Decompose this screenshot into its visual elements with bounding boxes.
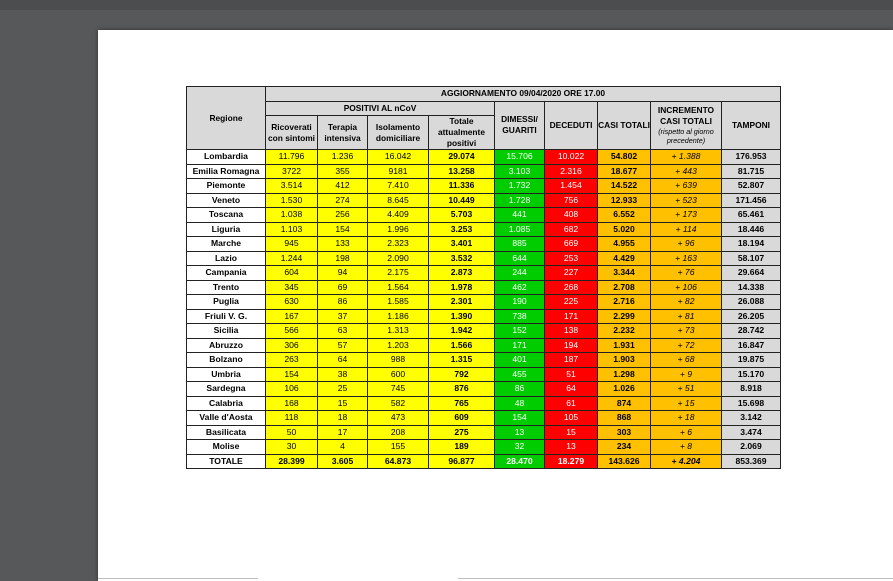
header-positivi: POSITIVI AL nCoV <box>266 101 495 116</box>
cell-region: Sicilia <box>187 324 266 339</box>
cell-tamponi: 853.369 <box>722 454 781 469</box>
header-isolamento: Isolamento domiciliare <box>368 116 429 150</box>
header-incremento <box>651 101 722 150</box>
cell-isolamento: 1.186 <box>368 309 429 324</box>
cell-region: Emilia Romagna <box>187 164 266 179</box>
cell-casi: 2.716 <box>598 295 651 310</box>
cell-deceduti: 253 <box>545 251 598 266</box>
cell-incremento: + 173 <box>651 208 722 223</box>
cell-deceduti: 756 <box>545 193 598 208</box>
cell-dimessi: 1.728 <box>495 193 545 208</box>
cell-tamponi: 8.918 <box>722 382 781 397</box>
cell-isolamento: 1.564 <box>368 280 429 295</box>
cell-incremento: + 18 <box>651 411 722 426</box>
cell-ricoverati: 30 <box>266 440 318 455</box>
cell-ricoverati: 345 <box>266 280 318 295</box>
cell-dimessi: 455 <box>495 367 545 382</box>
table-row <box>187 280 781 295</box>
cell-tamponi: 18.446 <box>722 222 781 237</box>
table-body <box>187 150 781 469</box>
cell-dimessi: 644 <box>495 251 545 266</box>
viewer-toolbar-strip <box>0 0 893 10</box>
cell-totale: 5.703 <box>429 208 495 223</box>
cell-totale: 609 <box>429 411 495 426</box>
cell-terapia: 154 <box>318 222 368 237</box>
cell-ricoverati: 118 <box>266 411 318 426</box>
cell-casi: 4.429 <box>598 251 651 266</box>
cell-incremento: + 82 <box>651 295 722 310</box>
cell-tamponi: 58.107 <box>722 251 781 266</box>
cell-ricoverati: 154 <box>266 367 318 382</box>
cell-incremento: + 1.388 <box>651 150 722 165</box>
cell-tamponi: 15.170 <box>722 367 781 382</box>
cell-terapia: 86 <box>318 295 368 310</box>
cell-incremento: + 4.204 <box>651 454 722 469</box>
cell-totale: 189 <box>429 440 495 455</box>
cell-dimessi: 462 <box>495 280 545 295</box>
cell-isolamento: 4.409 <box>368 208 429 223</box>
header-ricoverati: Ricoverati con sintomi <box>266 116 318 150</box>
cell-isolamento: 155 <box>368 440 429 455</box>
cell-totale: 1.315 <box>429 353 495 368</box>
cell-deceduti: 51 <box>545 367 598 382</box>
cell-incremento: + 443 <box>651 164 722 179</box>
cell-dimessi: 154 <box>495 411 545 426</box>
cell-dimessi: 86 <box>495 382 545 397</box>
cell-region: Liguria <box>187 222 266 237</box>
cell-tamponi: 2.069 <box>722 440 781 455</box>
cell-ricoverati: 1.103 <box>266 222 318 237</box>
cell-terapia: 57 <box>318 338 368 353</box>
table-row <box>187 150 781 165</box>
cell-incremento: + 51 <box>651 382 722 397</box>
cell-region: Toscana <box>187 208 266 223</box>
cell-ricoverati: 1.530 <box>266 193 318 208</box>
cell-tamponi: 52.807 <box>722 179 781 194</box>
cell-casi: 868 <box>598 411 651 426</box>
cell-incremento: + 6 <box>651 425 722 440</box>
cell-deceduti: 138 <box>545 324 598 339</box>
cell-casi: 18.677 <box>598 164 651 179</box>
cell-terapia: 256 <box>318 208 368 223</box>
cell-tamponi: 171.456 <box>722 193 781 208</box>
cell-terapia: 63 <box>318 324 368 339</box>
header-tamponi: TAMPONI <box>722 101 781 150</box>
cell-totale: 11.336 <box>429 179 495 194</box>
cell-dimessi: 171 <box>495 338 545 353</box>
cell-deceduti: 268 <box>545 280 598 295</box>
cell-isolamento: 64.873 <box>368 454 429 469</box>
cell-deceduti: 10.022 <box>545 150 598 165</box>
cell-dimessi: 15.706 <box>495 150 545 165</box>
cell-incremento: + 9 <box>651 367 722 382</box>
cell-tamponi: 28.742 <box>722 324 781 339</box>
cell-region: Bolzano <box>187 353 266 368</box>
cell-ricoverati: 168 <box>266 396 318 411</box>
cell-dimessi: 401 <box>495 353 545 368</box>
cell-terapia: 37 <box>318 309 368 324</box>
cell-ricoverati: 28.399 <box>266 454 318 469</box>
cell-totale: 792 <box>429 367 495 382</box>
cell-region: Friuli V. G. <box>187 309 266 324</box>
cell-dimessi: 738 <box>495 309 545 324</box>
cell-casi: 2.232 <box>598 324 651 339</box>
header-region: Regione <box>187 87 266 150</box>
cell-terapia: 64 <box>318 353 368 368</box>
cell-dimessi: 48 <box>495 396 545 411</box>
cell-terapia: 18 <box>318 411 368 426</box>
table-row <box>187 396 781 411</box>
cell-region: Trento <box>187 280 266 295</box>
cell-region: Veneto <box>187 193 266 208</box>
document-page[interactable] <box>98 30 893 581</box>
cell-deceduti: 61 <box>545 396 598 411</box>
cell-casi: 303 <box>598 425 651 440</box>
cell-casi: 54.802 <box>598 150 651 165</box>
cell-ricoverati: 263 <box>266 353 318 368</box>
cell-deceduti: 171 <box>545 309 598 324</box>
cell-terapia: 355 <box>318 164 368 179</box>
cell-incremento: + 96 <box>651 237 722 252</box>
cell-tamponi: 19.875 <box>722 353 781 368</box>
cell-tamponi: 3.142 <box>722 411 781 426</box>
cell-tamponi: 3.474 <box>722 425 781 440</box>
table-row <box>187 382 781 397</box>
cell-isolamento: 582 <box>368 396 429 411</box>
cell-dimessi: 13 <box>495 425 545 440</box>
cell-terapia: 17 <box>318 425 368 440</box>
cell-deceduti: 2.316 <box>545 164 598 179</box>
cell-tamponi: 26.088 <box>722 295 781 310</box>
cell-casi: 234 <box>598 440 651 455</box>
cell-isolamento: 9181 <box>368 164 429 179</box>
cell-dimessi: 244 <box>495 266 545 281</box>
cell-deceduti: 64 <box>545 382 598 397</box>
cell-region: Basilicata <box>187 425 266 440</box>
cell-tamponi: 65.461 <box>722 208 781 223</box>
cell-totale: 1.566 <box>429 338 495 353</box>
cell-dimessi: 1.732 <box>495 179 545 194</box>
cell-ricoverati: 11.796 <box>266 150 318 165</box>
table-row <box>187 295 781 310</box>
cell-isolamento: 1.996 <box>368 222 429 237</box>
cell-region: Umbria <box>187 367 266 382</box>
cell-tamponi: 18.194 <box>722 237 781 252</box>
cell-region: Lombardia <box>187 150 266 165</box>
cell-isolamento: 1.313 <box>368 324 429 339</box>
cell-terapia: 198 <box>318 251 368 266</box>
cell-isolamento: 2.090 <box>368 251 429 266</box>
table-row <box>187 164 781 179</box>
header-totale-positivi: Totale attualmente positivi <box>429 116 495 150</box>
cell-totale: 1.390 <box>429 309 495 324</box>
cell-ricoverati: 306 <box>266 338 318 353</box>
cell-incremento: + 76 <box>651 266 722 281</box>
cell-totale: 29.074 <box>429 150 495 165</box>
cell-casi: 3.344 <box>598 266 651 281</box>
cell-incremento: + 106 <box>651 280 722 295</box>
cell-ricoverati: 1.038 <box>266 208 318 223</box>
cell-totale: 3.401 <box>429 237 495 252</box>
cell-isolamento: 7.410 <box>368 179 429 194</box>
cell-isolamento: 2.323 <box>368 237 429 252</box>
cell-incremento: + 81 <box>651 309 722 324</box>
cell-incremento: + 523 <box>651 193 722 208</box>
cell-totale: 96.877 <box>429 454 495 469</box>
cell-totale: 876 <box>429 382 495 397</box>
cell-isolamento: 8.645 <box>368 193 429 208</box>
cell-totale: 13.258 <box>429 164 495 179</box>
cell-deceduti: 194 <box>545 338 598 353</box>
cell-incremento: + 639 <box>651 179 722 194</box>
table-row <box>187 425 781 440</box>
table-row <box>187 266 781 281</box>
header-deceduti: DECEDUTI <box>545 101 598 150</box>
cell-casi: 14.522 <box>598 179 651 194</box>
cell-casi: 1.903 <box>598 353 651 368</box>
cell-ricoverati: 167 <box>266 309 318 324</box>
table-row <box>187 193 781 208</box>
cell-deceduti: 105 <box>545 411 598 426</box>
total-row <box>187 454 781 469</box>
table-row <box>187 222 781 237</box>
cell-totale: 1.978 <box>429 280 495 295</box>
cell-totale: 3.532 <box>429 251 495 266</box>
cell-isolamento: 473 <box>368 411 429 426</box>
covid-data-table <box>186 86 781 469</box>
cell-dimessi: 190 <box>495 295 545 310</box>
table-row <box>187 353 781 368</box>
cell-deceduti: 1.454 <box>545 179 598 194</box>
header-dimessi: DIMESSI/ GUARITI <box>495 101 545 150</box>
cell-terapia: 15 <box>318 396 368 411</box>
table-row <box>187 237 781 252</box>
cell-casi: 143.626 <box>598 454 651 469</box>
cell-terapia: 25 <box>318 382 368 397</box>
cell-region: Molise <box>187 440 266 455</box>
cell-casi: 12.933 <box>598 193 651 208</box>
cell-totale: 2.301 <box>429 295 495 310</box>
cell-ricoverati: 106 <box>266 382 318 397</box>
cell-totale: 10.449 <box>429 193 495 208</box>
cell-incremento: + 15 <box>651 396 722 411</box>
cell-casi: 2.708 <box>598 280 651 295</box>
cell-region: Lazio <box>187 251 266 266</box>
cell-ricoverati: 604 <box>266 266 318 281</box>
cell-totale: 2.873 <box>429 266 495 281</box>
cell-terapia: 4 <box>318 440 368 455</box>
cell-terapia: 274 <box>318 193 368 208</box>
cell-dimessi: 152 <box>495 324 545 339</box>
cell-region: Valle d'Aosta <box>187 411 266 426</box>
cell-tamponi: 29.664 <box>722 266 781 281</box>
cell-terapia: 412 <box>318 179 368 194</box>
cell-isolamento: 745 <box>368 382 429 397</box>
cell-tamponi: 81.715 <box>722 164 781 179</box>
header-incremento-note: (rispetto al giorno precedente) <box>658 127 714 146</box>
header-terapia: Terapia intensiva <box>318 116 368 150</box>
cell-isolamento: 2.175 <box>368 266 429 281</box>
cell-casi: 5.020 <box>598 222 651 237</box>
cell-region: Marche <box>187 237 266 252</box>
cell-isolamento: 600 <box>368 367 429 382</box>
table-row <box>187 411 781 426</box>
cell-deceduti: 13 <box>545 440 598 455</box>
cell-isolamento: 208 <box>368 425 429 440</box>
cell-region: Calabria <box>187 396 266 411</box>
cell-deceduti: 15 <box>545 425 598 440</box>
table-row <box>187 440 781 455</box>
cell-incremento: + 163 <box>651 251 722 266</box>
cell-casi: 4.955 <box>598 237 651 252</box>
header-incremento-label: INCREMENTO CASI TOTALI <box>657 105 715 127</box>
cell-isolamento: 988 <box>368 353 429 368</box>
cell-region: Campania <box>187 266 266 281</box>
cell-isolamento: 1.203 <box>368 338 429 353</box>
cell-isolamento: 16.042 <box>368 150 429 165</box>
cell-deceduti: 225 <box>545 295 598 310</box>
cell-tamponi: 176.953 <box>722 150 781 165</box>
cell-dimessi: 28.470 <box>495 454 545 469</box>
cell-terapia: 3.605 <box>318 454 368 469</box>
cell-tamponi: 14.338 <box>722 280 781 295</box>
table-row <box>187 179 781 194</box>
cell-deceduti: 669 <box>545 237 598 252</box>
page-divider-left <box>98 578 258 579</box>
cell-ricoverati: 1.244 <box>266 251 318 266</box>
cell-totale: 275 <box>429 425 495 440</box>
cell-casi: 1.026 <box>598 382 651 397</box>
cell-incremento: + 114 <box>651 222 722 237</box>
table-row <box>187 338 781 353</box>
cell-terapia: 69 <box>318 280 368 295</box>
table-row <box>187 208 781 223</box>
page-divider-right <box>458 578 893 579</box>
cell-casi: 874 <box>598 396 651 411</box>
header-casi-totali: CASI TOTALI <box>598 101 651 150</box>
cell-casi: 6.552 <box>598 208 651 223</box>
cell-incremento: + 72 <box>651 338 722 353</box>
cell-terapia: 94 <box>318 266 368 281</box>
table-title: AGGIORNAMENTO 09/04/2020 ORE 17.00 <box>266 87 781 102</box>
cell-tamponi: 16.847 <box>722 338 781 353</box>
cell-tamponi: 15.698 <box>722 396 781 411</box>
cell-totale: 765 <box>429 396 495 411</box>
cell-incremento: + 68 <box>651 353 722 368</box>
cell-dimessi: 441 <box>495 208 545 223</box>
cell-region: Piemonte <box>187 179 266 194</box>
cell-deceduti: 227 <box>545 266 598 281</box>
cell-deceduti: 187 <box>545 353 598 368</box>
cell-totale: 1.942 <box>429 324 495 339</box>
table-row <box>187 251 781 266</box>
cell-deceduti: 408 <box>545 208 598 223</box>
cell-ricoverati: 3.514 <box>266 179 318 194</box>
cell-dimessi: 885 <box>495 237 545 252</box>
cell-incremento: + 73 <box>651 324 722 339</box>
cell-isolamento: 1.585 <box>368 295 429 310</box>
cell-dimessi: 1.085 <box>495 222 545 237</box>
cell-dimessi: 32 <box>495 440 545 455</box>
cell-ricoverati: 50 <box>266 425 318 440</box>
cell-dimessi: 3.103 <box>495 164 545 179</box>
cell-region: Sardegna <box>187 382 266 397</box>
cell-terapia: 133 <box>318 237 368 252</box>
cell-ricoverati: 3722 <box>266 164 318 179</box>
table-row <box>187 324 781 339</box>
cell-totale: 3.253 <box>429 222 495 237</box>
table-row <box>187 367 781 382</box>
cell-terapia: 38 <box>318 367 368 382</box>
cell-deceduti: 682 <box>545 222 598 237</box>
cell-ricoverati: 630 <box>266 295 318 310</box>
cell-casi: 1.931 <box>598 338 651 353</box>
cell-terapia: 1.236 <box>318 150 368 165</box>
table-row <box>187 309 781 324</box>
cell-casi: 1.298 <box>598 367 651 382</box>
cell-tamponi: 26.205 <box>722 309 781 324</box>
cell-region: Abruzzo <box>187 338 266 353</box>
cell-incremento: + 8 <box>651 440 722 455</box>
cell-ricoverati: 566 <box>266 324 318 339</box>
cell-region: TOTALE <box>187 454 266 469</box>
cell-region: Puglia <box>187 295 266 310</box>
cell-ricoverati: 945 <box>266 237 318 252</box>
cell-casi: 2.299 <box>598 309 651 324</box>
cell-deceduti: 18.279 <box>545 454 598 469</box>
